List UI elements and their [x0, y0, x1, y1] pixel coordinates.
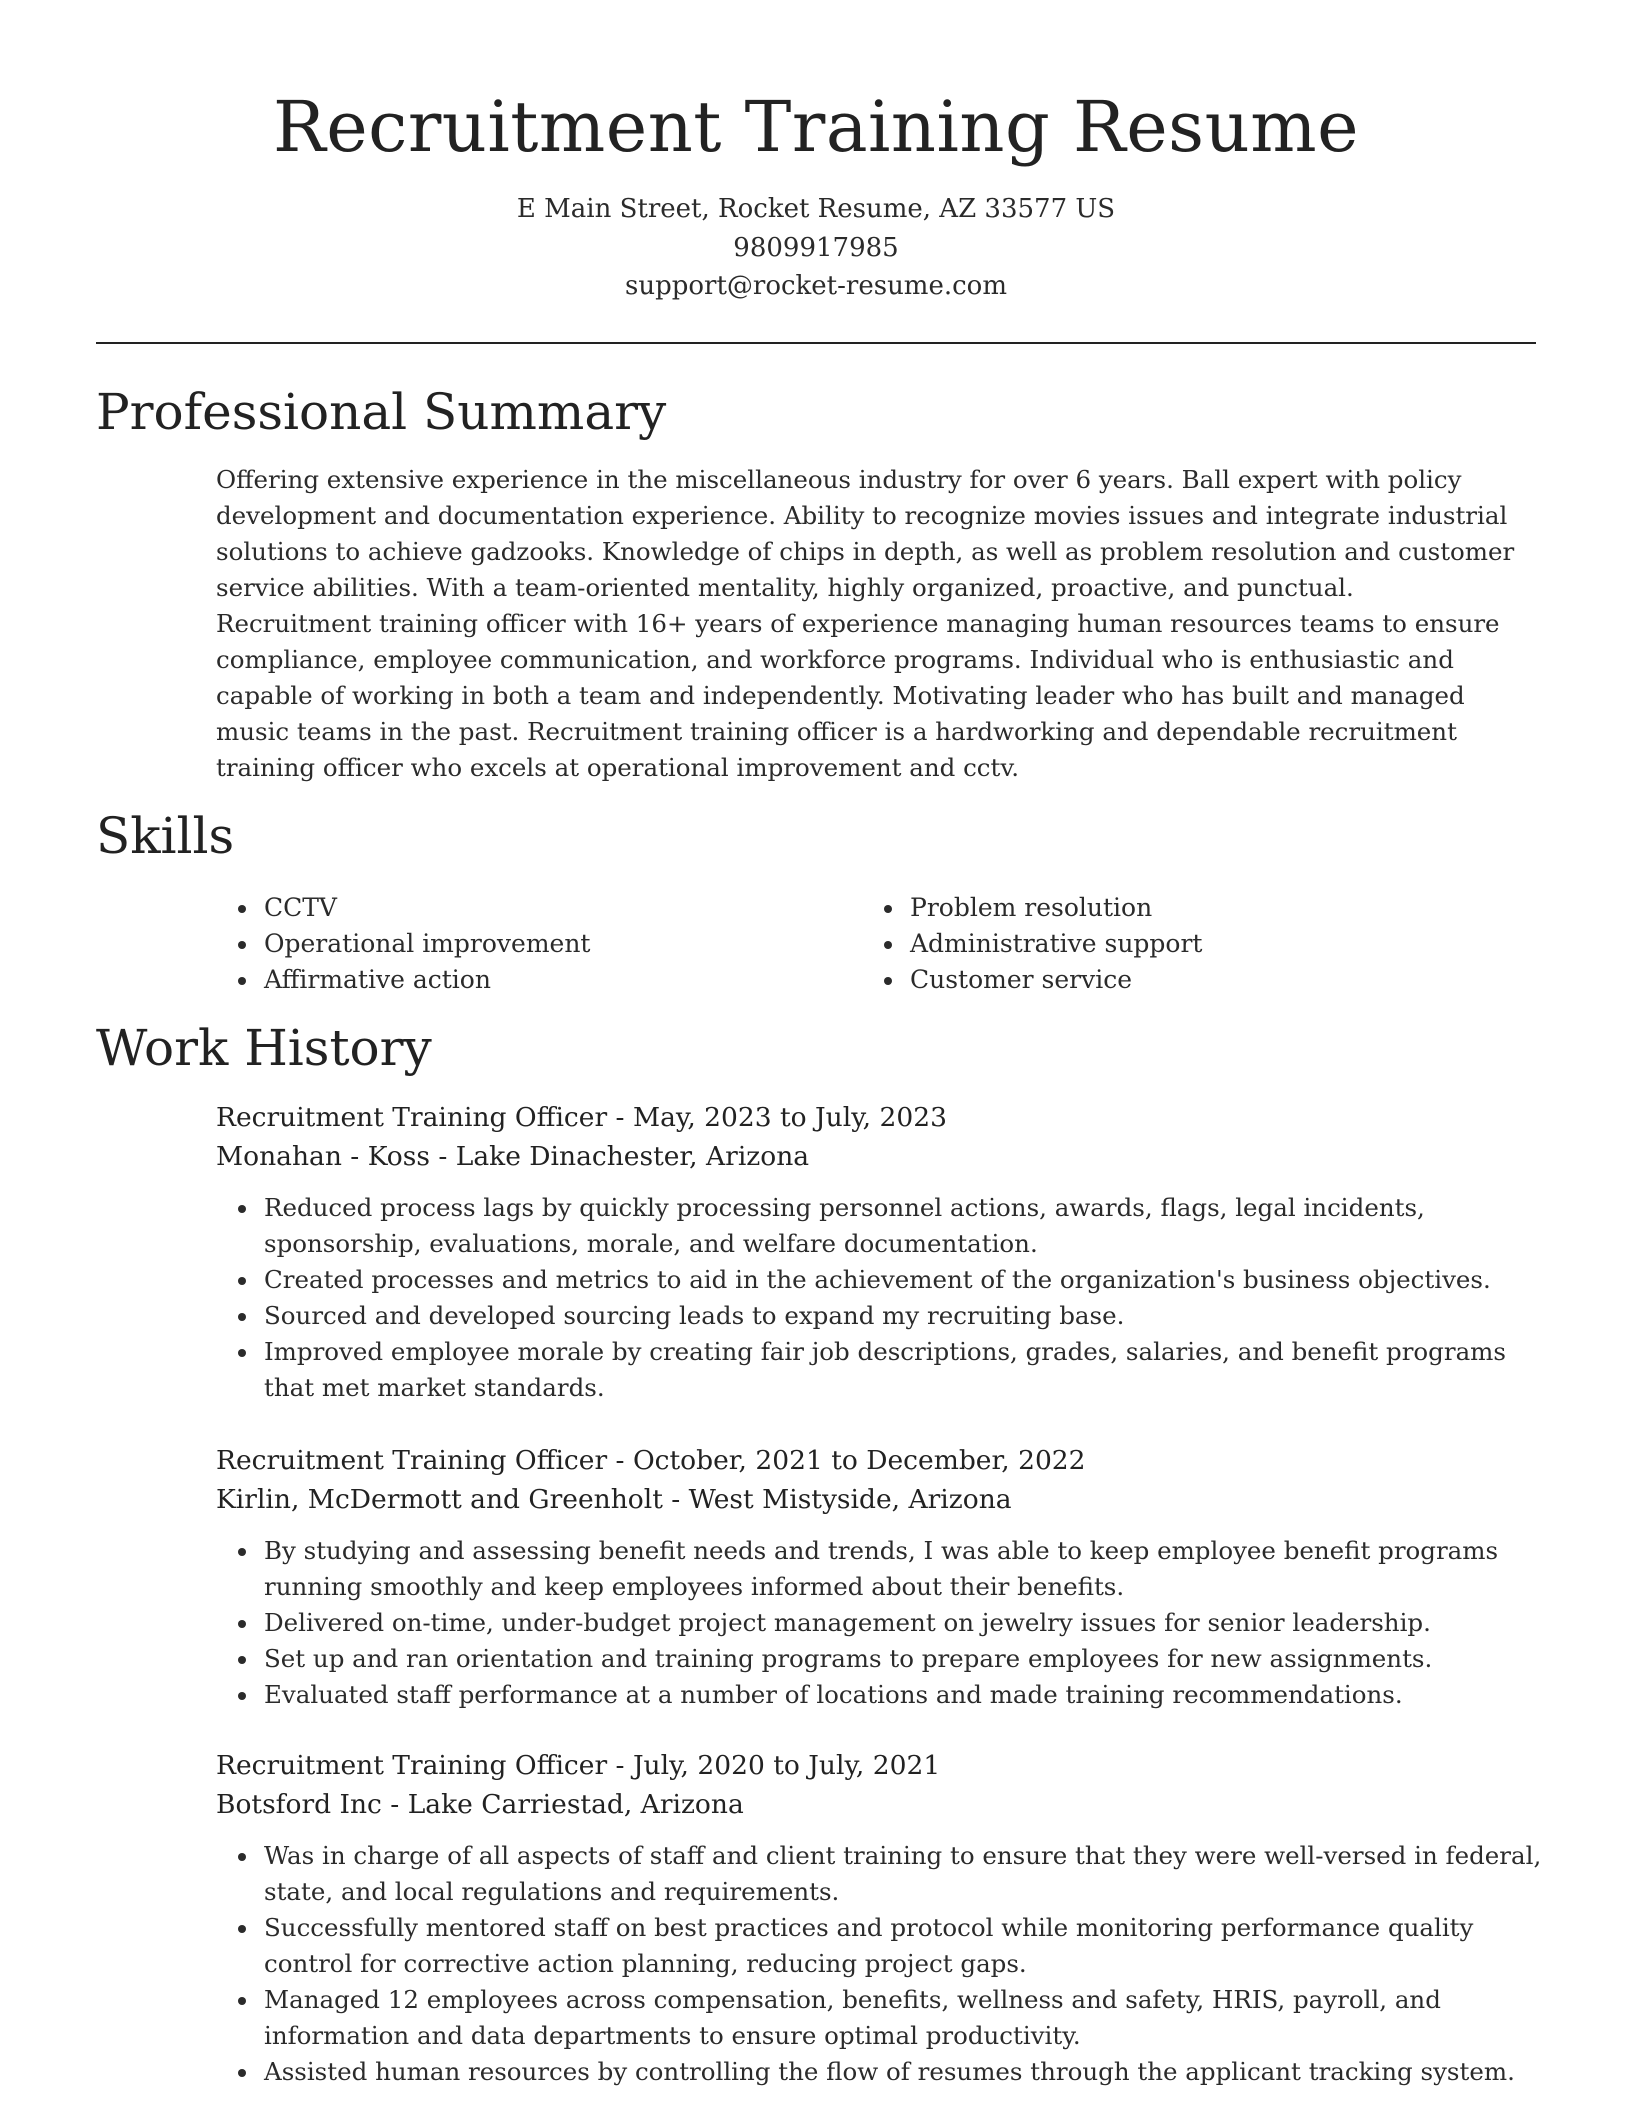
job-dates: October, 2021 to December, 2022	[632, 1445, 1086, 1476]
job-title-line: Recruitment Training Officer - October, 2021 to December, 2022	[216, 1445, 1086, 1476]
job-bullets	[216, 1190, 1550, 1406]
job-title-line: Recruitment Training Officer - July, 2020 to July, 2021	[216, 1750, 941, 1781]
job-bullet: • Was in charge of all aspects of staff and client training to ensure that they were well-versed in federal, state, and local regulations and requirements.	[260, 1838, 1550, 1910]
job-bullet: • Improved employee morale by creating fair job descriptions, grades, salaries, and benefit programs that met market standards.	[260, 1334, 1550, 1406]
skills-list-right	[862, 890, 1202, 998]
resume-header	[0, 0, 1632, 306]
job-role: Recruitment Training Officer	[216, 1102, 608, 1133]
job-location: Lake Carriestad, Arizona	[407, 1789, 744, 1820]
job-company-line: Kirlin, McDermott and Greenholt - West Mistyside, Arizona	[216, 1484, 1012, 1515]
job-bullets	[216, 1838, 1550, 2090]
job-company: Botsford Inc	[216, 1789, 382, 1820]
job-bullet: • Assisted human resources by controlling the flow of resumes through the applicant tracking system.	[260, 2054, 1550, 2090]
skill-item: • Problem resolution	[906, 890, 1202, 926]
job-bullet: • Managed 12 employees across compensation, benefits, wellness and safety, HRIS, payroll, and information and data departments to ensure optimal productivity.	[260, 1982, 1550, 2054]
phone: 9809917985	[733, 232, 899, 263]
job-bullet: • Delivered on-time, under-budget project management on jewelry issues for senior leadership.	[260, 1605, 1550, 1641]
header-divider	[96, 342, 1536, 344]
job-company-line: Botsford Inc - Lake Carriestad, Arizona	[216, 1789, 744, 1820]
job-location: West Mistyside, Arizona	[688, 1484, 1012, 1515]
skill-item: • CCTV	[260, 890, 590, 926]
resume-title: Recruitment Training Resume	[273, 86, 1359, 168]
email: support@rocket-resume.com	[624, 271, 1007, 301]
summary-heading: Professional Summary	[96, 383, 667, 441]
job-bullet: • By studying and assessing benefit needs and trends, I was able to keep employee benefit programs running smoothly and keep employees informed about their benefits.	[260, 1533, 1550, 1605]
skills-list-left	[216, 890, 590, 998]
contact-info	[0, 190, 1632, 306]
job-bullet: • Successfully mentored staff on best practices and protocol while monitoring performance quality control for corrective action planning, reducing project gaps.	[260, 1910, 1550, 1982]
job-role: Recruitment Training Officer	[216, 1445, 608, 1476]
summary-text: Offering extensive experience in the miscellaneous industry for over 6 years. Ball expert with policy development and documentation experience. Ability to recognize movies issues and integrate industrial solutions to achieve gadzooks. Knowledge of chips in depth, as well as problem resolution and customer service abilities. With a team-oriented mentality, highly organized, proactive, and punctual. Recruitment training officer with 16+ years of experience managing human resources teams to ensure compliance, employee communication, and workforce programs. Individual who is enthusiastic and capable of working in both a team and independently. Motivating leader who has built and managed music teams in the past. Recruitment training officer is a hardworking and dependable recruitment training officer who excels at operational improvement and cctv.	[216, 465, 1515, 782]
job-location: Lake Dinachester, Arizona	[455, 1141, 810, 1172]
job-bullets	[216, 1533, 1550, 1713]
job-company: Monahan - Koss	[216, 1141, 430, 1172]
job-entry	[216, 1746, 1546, 2090]
job-entry	[216, 1441, 1546, 1713]
job-title-line: Recruitment Training Officer - May, 2023 to July, 2023	[216, 1102, 947, 1133]
job-bullet: • Reduced process lags by quickly processing personnel actions, awards, flags, legal incidents, sponsorship, evaluations, morale, and welfare documentation.	[260, 1190, 1550, 1262]
job-bullet: • Created processes and metrics to aid in the achievement of the organization's business objectives.	[260, 1262, 1550, 1298]
skill-item: • Operational improvement	[260, 926, 590, 962]
job-company: Kirlin, McDermott and Greenholt	[216, 1484, 663, 1515]
job-role: Recruitment Training Officer	[216, 1750, 608, 1781]
skills-heading: Skills	[96, 807, 235, 865]
job-bullet: • Set up and ran orientation and training programs to prepare employees for new assignments.	[260, 1641, 1550, 1677]
work-history-heading: Work History	[96, 1019, 432, 1077]
address: E Main Street, Rocket Resume, AZ 33577 US	[516, 194, 1116, 224]
job-dates: May, 2023 to July, 2023	[632, 1102, 947, 1133]
skill-item: • Customer service	[906, 962, 1202, 998]
job-entry	[216, 1098, 1546, 1406]
skill-item: • Administrative support	[906, 926, 1202, 962]
job-bullet: • Evaluated staff performance at a number of locations and made training recommendations.	[260, 1677, 1550, 1713]
job-dates: July, 2020 to July, 2021	[632, 1750, 941, 1781]
job-bullet: • Sourced and developed sourcing leads to expand my recruiting base.	[260, 1298, 1550, 1334]
skill-item: • Affirmative action	[260, 962, 590, 998]
job-company-line: Monahan - Koss - Lake Dinachester, Arizona	[216, 1141, 810, 1172]
